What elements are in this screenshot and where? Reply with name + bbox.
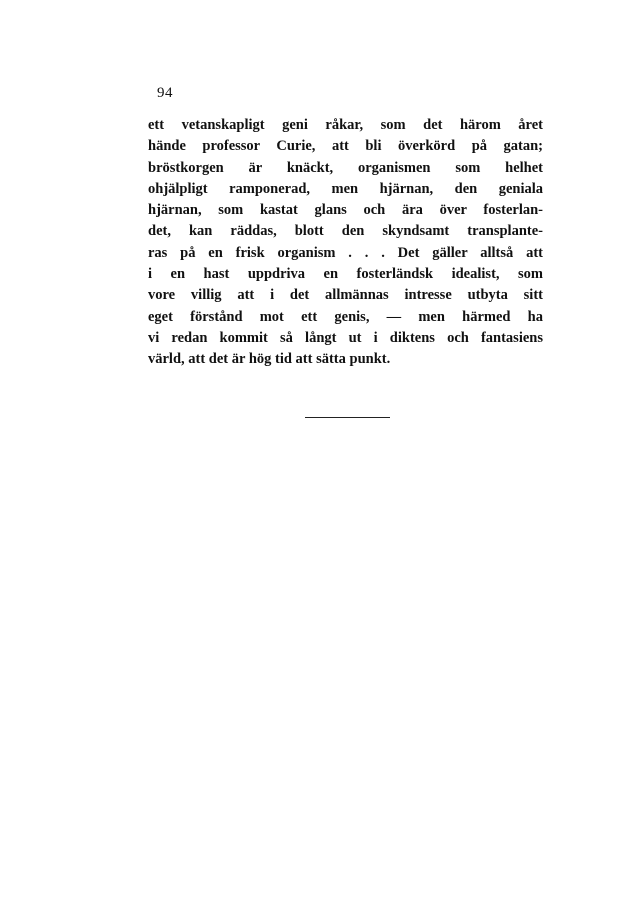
text-line: ohjälpligt ramponerad, men hjärnan, den geniala bbox=[148, 180, 543, 197]
section-divider bbox=[305, 417, 390, 418]
page-number: 94 bbox=[157, 85, 173, 101]
text-line-last: värld, att det är hög tid att sätta punkt. bbox=[148, 351, 391, 368]
text-line: hände professor Curie, att bli överkörd på gatan; bbox=[148, 138, 543, 155]
text-line: bröstkorgen är knäckt, organismen som helhet bbox=[148, 159, 543, 176]
text-line: i en hast uppdriva en fosterländsk idealist, som bbox=[148, 266, 543, 283]
text-line: det, kan räddas, blott den skyndsamt transplante- bbox=[148, 223, 543, 240]
text-line: ett vetanskapligt geni råkar, som det härom året bbox=[148, 117, 543, 133]
text-line: hjärnan, som kastat glans och ära över fosterlan- bbox=[148, 202, 543, 219]
text-line: vi redan kommit så långt ut i diktens och fantasiens bbox=[148, 329, 543, 346]
body-paragraph bbox=[148, 115, 543, 371]
text-line: vore villig att i det allmännas intresse utbyta sitt bbox=[148, 287, 543, 304]
text-line: ras på en frisk organism . . . Det gäller alltså att bbox=[148, 244, 543, 261]
text-line: eget förstånd mot ett genis, — men härmed ha bbox=[148, 308, 543, 325]
